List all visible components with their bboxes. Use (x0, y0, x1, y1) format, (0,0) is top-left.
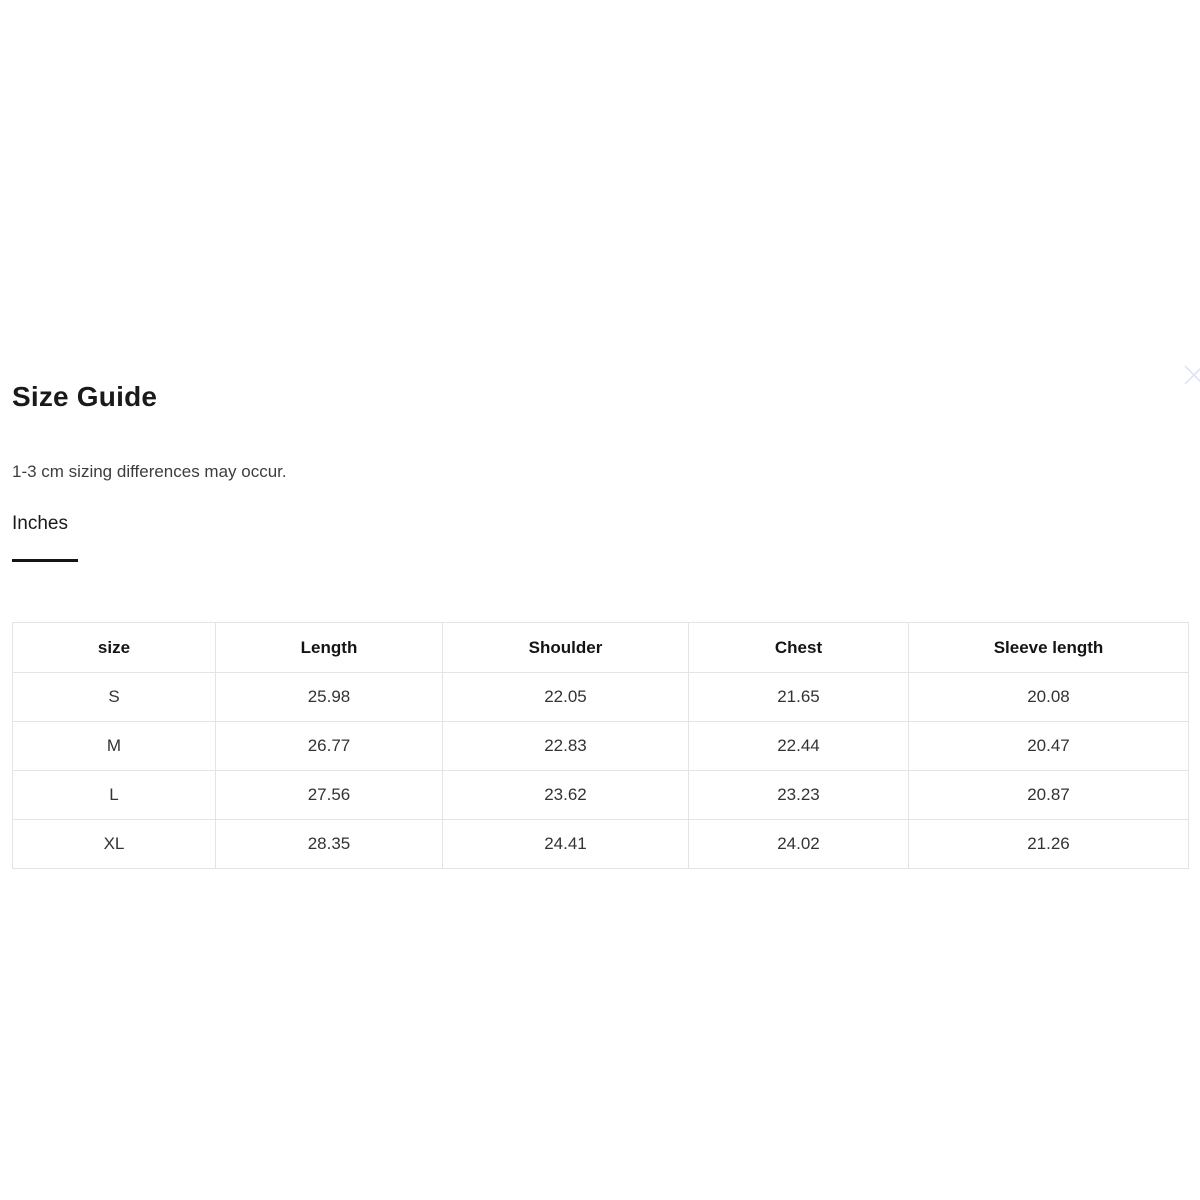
cell-length: 27.56 (216, 771, 443, 820)
active-tab-indicator (12, 559, 78, 562)
cell-chest: 21.65 (689, 673, 909, 722)
size-table (12, 622, 1189, 869)
table-row (13, 722, 1189, 771)
cell-length: 28.35 (216, 820, 443, 869)
cell-length: 26.77 (216, 722, 443, 771)
column-header-chest: Chest (689, 623, 909, 673)
cell-shoulder: 23.62 (443, 771, 689, 820)
cell-size: M (13, 722, 216, 771)
column-header-sleeve-length: Sleeve length (909, 623, 1189, 673)
cell-size: L (13, 771, 216, 820)
table-row (13, 820, 1189, 869)
sizing-note: 1-3 cm sizing differences may occur. (12, 462, 287, 481)
close-icon (1179, 360, 1200, 390)
cell-length: 25.98 (216, 673, 443, 722)
cell-sleeve-length: 21.26 (909, 820, 1189, 869)
cell-size: XL (13, 820, 216, 869)
table-row (13, 771, 1189, 820)
column-header-size: size (13, 623, 216, 673)
page-title: Size Guide (12, 381, 158, 412)
cell-chest: 24.02 (689, 820, 909, 869)
table-header-row (13, 623, 1189, 673)
cell-shoulder: 22.83 (443, 722, 689, 771)
column-header-shoulder: Shoulder (443, 623, 689, 673)
cell-sleeve-length: 20.08 (909, 673, 1189, 722)
column-header-length: Length (216, 623, 443, 673)
cell-chest: 23.23 (689, 771, 909, 820)
cell-sleeve-length: 20.47 (909, 722, 1189, 771)
tab-inches[interactable]: Inches (12, 513, 68, 534)
cell-shoulder: 22.05 (443, 673, 689, 722)
table-row (13, 673, 1189, 722)
cell-sleeve-length: 20.87 (909, 771, 1189, 820)
cell-chest: 22.44 (689, 722, 909, 771)
close-button[interactable] (1179, 360, 1200, 390)
cell-size: S (13, 673, 216, 722)
cell-shoulder: 24.41 (443, 820, 689, 869)
